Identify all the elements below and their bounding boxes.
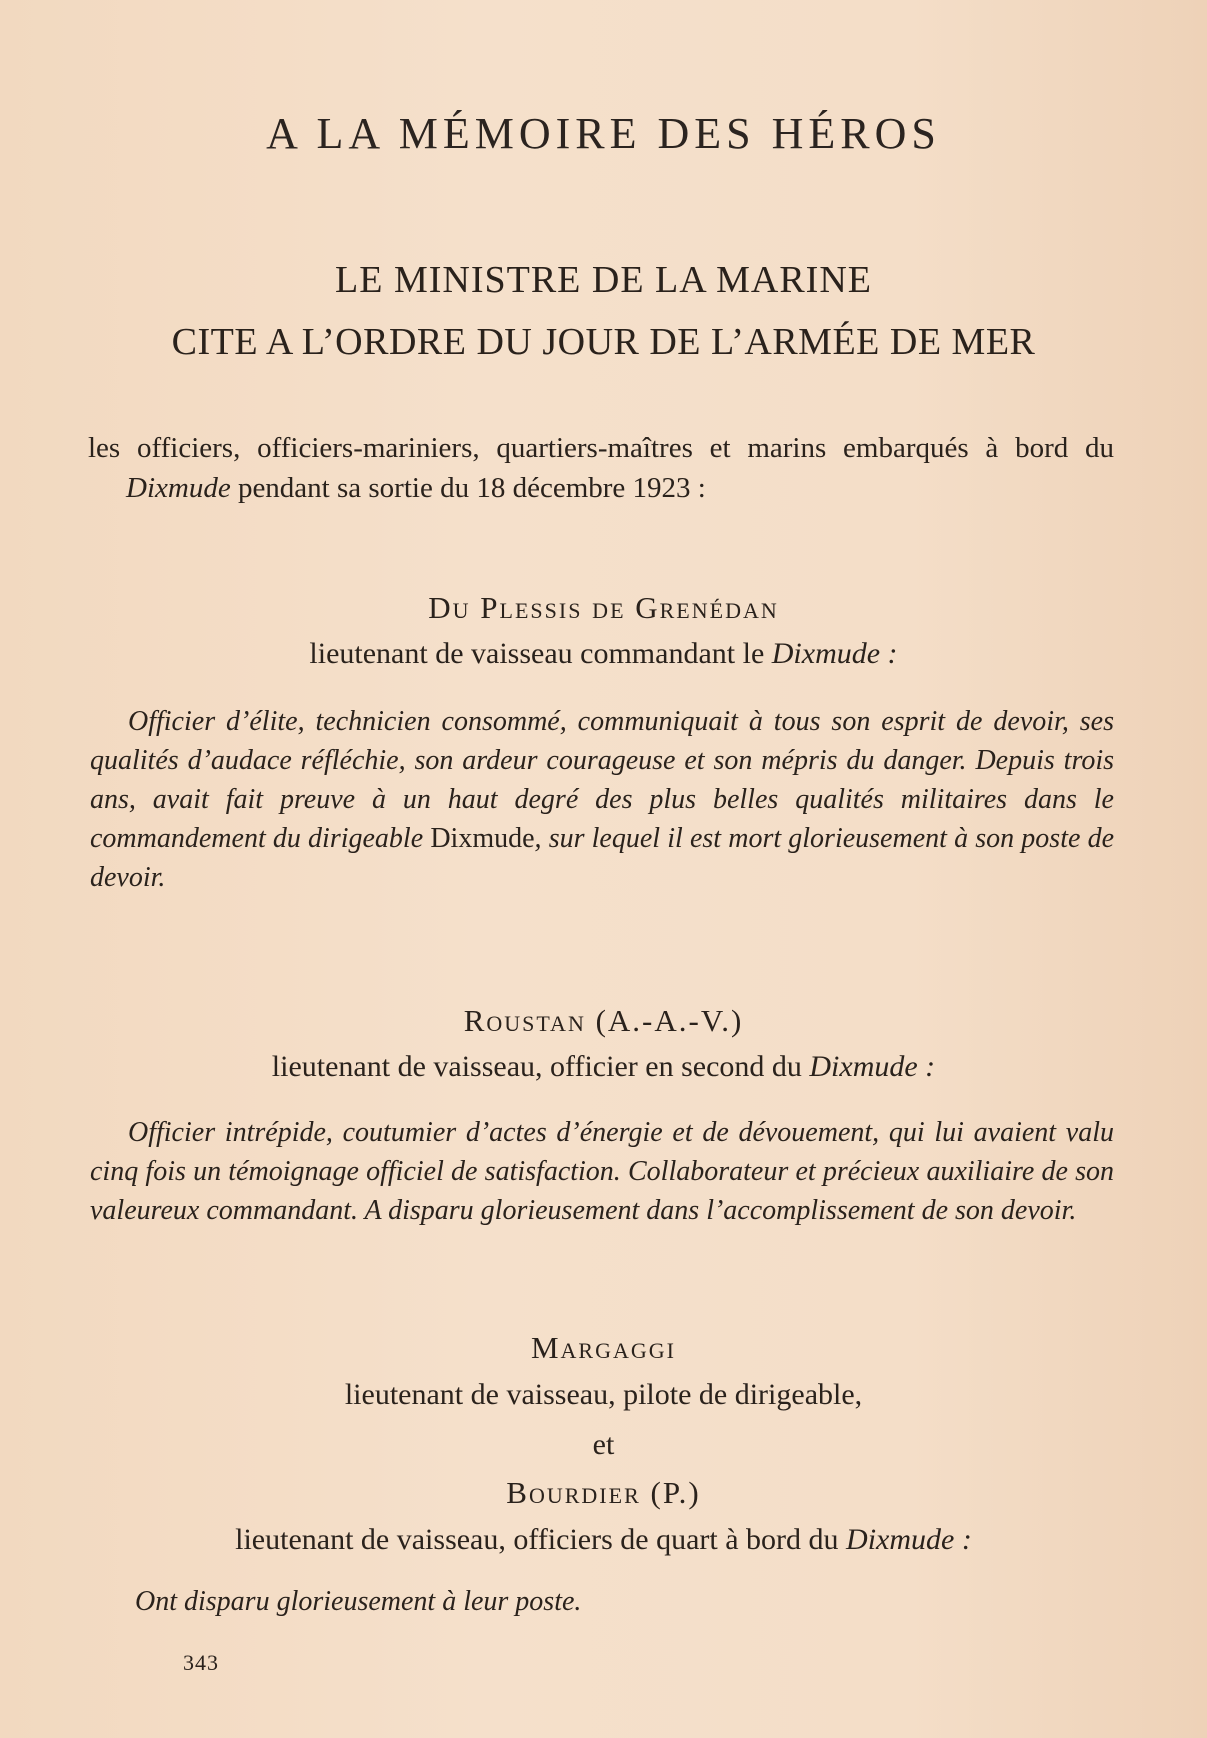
entry-3-rank-2-text: lieutenant de vaisseau, officiers de quart à bord du	[235, 1523, 847, 1556]
entry-2-ship: Dixmude :	[809, 1050, 936, 1083]
entry-3-name-2: Bourdier (P.)	[506, 1475, 701, 1510]
entry-1-citation-ship: Dixmude	[430, 823, 535, 854]
entry-3-conjunction: et	[592, 1428, 615, 1461]
entry-1-citation	[90, 702, 1114, 897]
intro-text-before: les officiers, officiers-mariniers, quartiers-maîtres et marins embarqués à bord du	[88, 432, 1114, 464]
entry-1-name: Du Plessis de Grenédan	[428, 590, 779, 625]
intro-text-after: pendant sa sortie du 18 décembre 1923 :	[230, 472, 706, 504]
entry-1-rank-text: lieutenant de vaisseau commandant le	[309, 637, 772, 670]
page-heading: A LA MÉMOIRE DES HÉROS	[266, 109, 941, 158]
intro-paragraph	[88, 428, 1114, 508]
entry-3-name: Margaggi	[530, 1330, 676, 1365]
entry-1-ship: Dixmude :	[771, 637, 898, 670]
entry-3-citation: Ont disparu glorieusement à leur poste.	[135, 1586, 582, 1617]
entry-2-rank-text: lieutenant de vaisseau, officier en second du	[271, 1050, 810, 1083]
page-number: 343	[183, 1650, 219, 1675]
entry-1-citation-text-after: , sur lequel il est mort glorieusement à son poste de devoir.	[90, 823, 1114, 893]
entry-3-rank-2	[0, 1523, 1207, 1557]
intro-ship-name: Dixmude	[126, 472, 231, 504]
entry-1-citation-text-before: Officier d’élite, technicien consommé, communiquait à tous son esprit de devoir, ses qualités d’audace réfléchie, son ardeur courageuse et son mépris du danger. Depuis trois ans, avait fait preuve à un haut degré des plus belles qualités militaires dans le commandement du dirigeable	[90, 706, 1114, 854]
entry-3-ship: Dixmude :	[846, 1523, 972, 1556]
subheading-line-1: LE MINISTRE DE LA MARINE	[335, 259, 872, 301]
entry-2-name: Roustan (A.-A.-V.)	[463, 1003, 744, 1038]
entry-3-rank: lieutenant de vaisseau, pilote de dirigeable,	[344, 1378, 863, 1411]
entry-2-citation: Officier intrépide, coutumier d’actes d’énergie et de dévouement, qui lui avaient valu cinq fois un témoignage officiel de satisfaction. Collaborateur et précieux auxiliaire de son valeureux commandant. A disparu glorieusement dans l’accomplissement de son devoir.	[90, 1117, 1114, 1226]
entry-1-rank	[0, 637, 1207, 671]
subheading-line-2: CITE A L’ORDRE DU JOUR DE L’ARMÉE DE MER	[171, 321, 1036, 363]
entry-2-rank	[0, 1050, 1207, 1084]
